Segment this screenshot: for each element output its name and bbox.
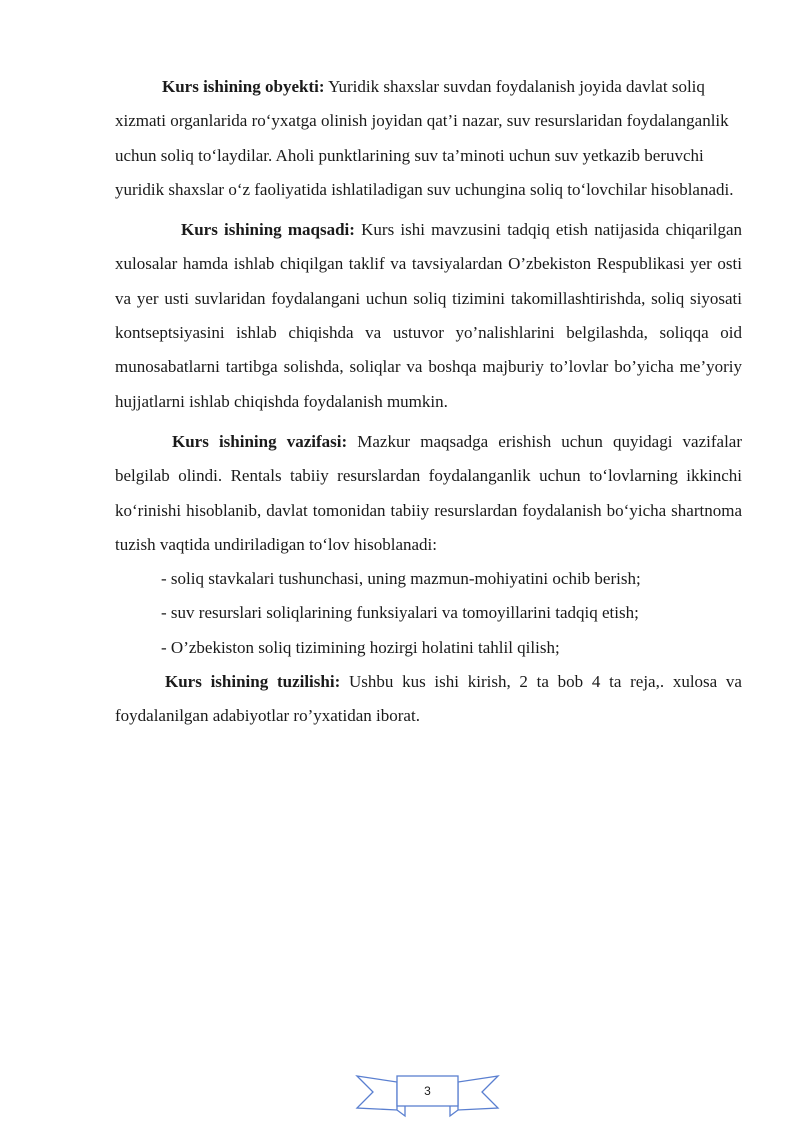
object-text: Yuridik shaxslar suvdan foydalanish joyida davlat soliq xizmati organlarida ro‘yxatga olinish joyidan qat’i nazar, suv resurslaridan foydalanganlik uchun soliq to‘laydilar. Aholi punktlarining suv ta’minoti uchun suv yetkazib beruvchi yuridik shaxslar o‘z faoliyatida ishlatiladigan suv uchungina soliq to‘lovchilar hisoblanadi. <box>115 77 734 199</box>
object-heading: Kurs ishining obyekti: <box>162 77 325 96</box>
object-paragraph <box>115 70 742 207</box>
structure-paragraph <box>115 665 742 734</box>
page-number: 3 <box>424 1084 431 1098</box>
document-body <box>115 70 742 734</box>
tasks-text: Mazkur maqsadga erishish uchun quyidagi vazifalar belgilab olindi. Rentals tabiiy resurslardan foydalanganlik uchun to‘lovlarning ikkinchi ko‘rinishi hisoblanib, davlat tomonidan tabiiy resurslardan foydalanish bo‘yicha shartnoma tuzish vaqtida undiriladigan to‘lov hisoblanadi: <box>115 431 742 554</box>
task-item: - suv resurslari soliqlarining funksiyalari va tomoyillarini tadqiq etish; <box>161 603 639 623</box>
task-item: - O’zbekiston soliq tizimining hozirgi holatini tahlil qilish; <box>161 637 560 657</box>
task-item: - soliq stavkalari tushunchasi, uning mazmun-mohiyatini ochib berish; <box>161 569 641 589</box>
goal-text: Kurs ishi mavzusini tadqiq etish natijasida chiqarilgan xulosalar hamda ishlab chiqilgan taklif va tavsiyalardan O’zbekiston Respublikasi yer osti va yer usti suvlaridan foydalangani uchun soliq tizimini takomillashtirishda, soliq siyosati kontseptsiyasini ishlab chiqishda va ustuvor yo’nalishlarini belgilashda, soliqqa oid munosabatlarni tartibga solishda, soliqlar va boshqa majburiy to’lovlar bo’yicha me’yoriy hujjatlarni ishlab chiqishda foydalanish mumkin. <box>115 220 743 411</box>
structure-text: Ushbu kus ishi kirish, 2 ta bob 4 ta reja,. xulosa va foydalanilgan adabiyotlar ro’yxatidan iborat. <box>115 672 742 726</box>
structure-heading: Kurs ishining tuzilishi: <box>165 672 341 692</box>
page-footer <box>355 1072 500 1118</box>
goal-paragraph <box>115 213 742 419</box>
tasks-paragraph <box>115 425 742 562</box>
tasks-heading: Kurs ishining vazifasi: <box>172 431 348 451</box>
goal-heading: Kurs ishining maqsadi: <box>181 220 355 240</box>
